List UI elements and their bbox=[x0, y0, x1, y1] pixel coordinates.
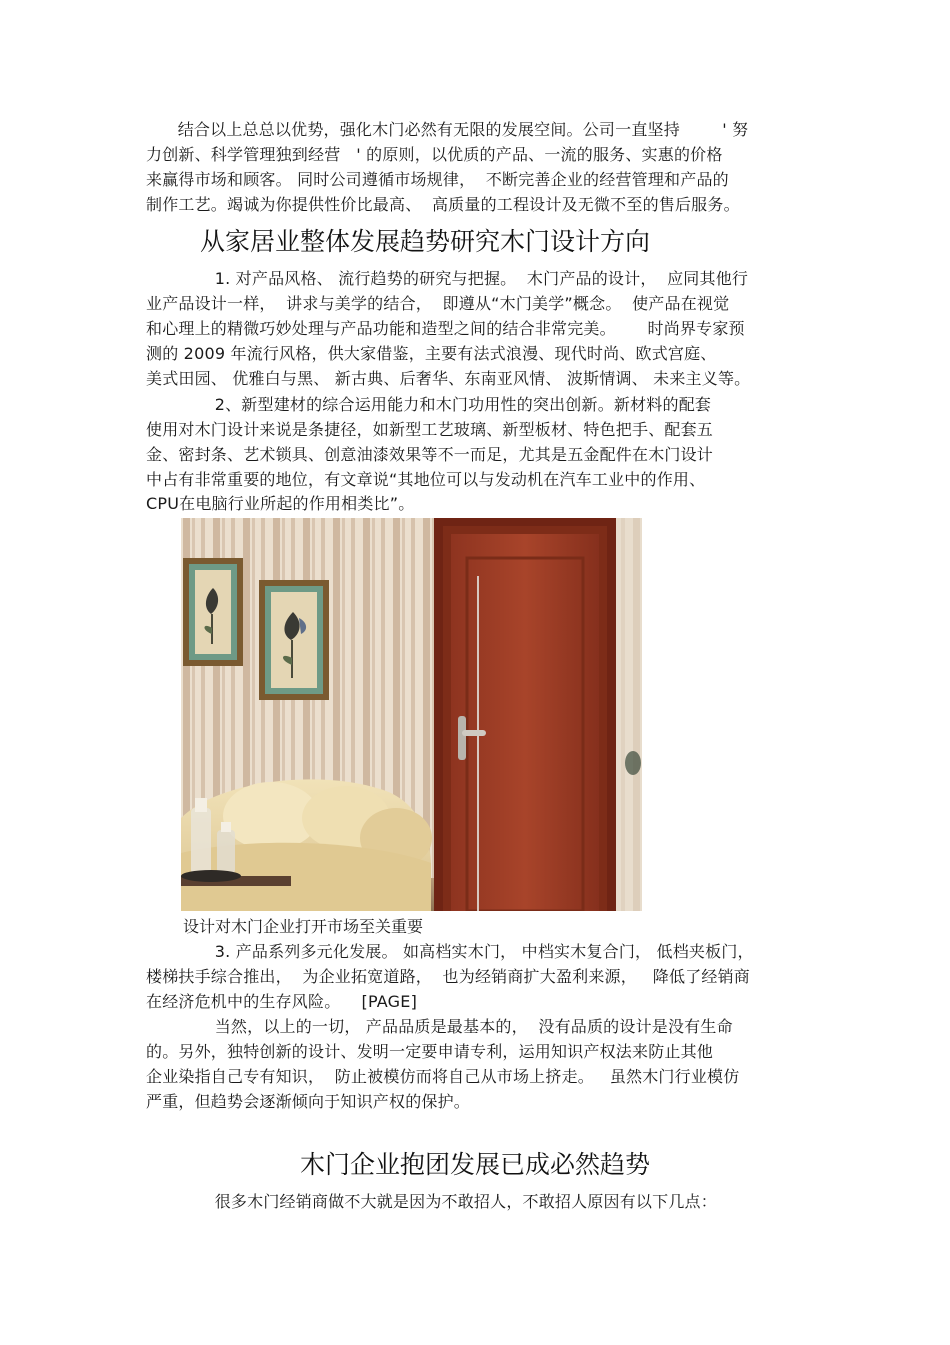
text-line: 测的 2009 年流行风格，供大家借鉴，主要有法式浪漫、现代时尚、欧式宫庭、 bbox=[146, 344, 717, 363]
text-line: 当然，以上的一切， 产品品质是最基本的， 没有品质的设计是没有生命 bbox=[146, 1017, 733, 1036]
text-line: 3. 产品系列多元化发展。 如高档实木门， 中档实木复合门， 低档夹板门， bbox=[146, 942, 754, 961]
picture-frame bbox=[183, 558, 243, 666]
text-line: 楼梯扶手综合推出， 为企业拓宽道路， 也为经销商扩大盈利来源， 降低了经销商 bbox=[146, 967, 751, 986]
picture-frame bbox=[259, 580, 329, 700]
text-line: 很多木门经销商做不大就是因为不敢招人，不敢招人原因有以下几点： bbox=[146, 1192, 717, 1211]
text-line: 在经济危机中的生存风险。 [PAGE] bbox=[146, 992, 418, 1011]
image-caption: 设计对木门企业打开市场至关重要 bbox=[183, 917, 424, 936]
section-heading-design-direction: 从家居业整体发展趋势研究木门设计方向 bbox=[200, 227, 651, 256]
text-line: 制作工艺。竭诚为你提供性价比最高、 高质量的工程设计及无微不至的售后服务。 bbox=[146, 195, 740, 214]
text-line: 2、新型建材的综合运用能力和木门功用性的突出创新。新材料的配套 bbox=[146, 395, 712, 414]
text-line: 严重，但趋势会逐渐倾向于知识产权的保护。 bbox=[146, 1092, 471, 1111]
text-line: 的。另外，独特创新的设计、发明一定要申请专利，运用知识产权法来防止其他 bbox=[146, 1042, 714, 1061]
door-room-photo bbox=[181, 518, 642, 911]
text-line: 业产品设计一样， 讲求与美学的结合， 即遵从“木门美学”概念。 使产品在视觉 bbox=[146, 294, 730, 313]
text-line: 和心理上的精微巧妙处理与产品功能和造型之间的结合非常完美。 时尚界专家预 bbox=[146, 319, 745, 338]
section-heading-group-development: 木门企业抱团发展已成必然趋势 bbox=[300, 1150, 651, 1179]
text-line: CPU在电脑行业所起的作用相类比”。 bbox=[146, 494, 415, 513]
text-line: 1. 对产品风格、 流行趋势的研究与把握。 木门产品的设计， 应同其他行 bbox=[146, 269, 749, 288]
text-line: 中占有非常重要的地位，有文章说“其地位可以与发动机在汽车工业中的作用、 bbox=[146, 470, 706, 489]
text-line: 金、密封条、艺术锁具、创意油漆效果等不一而足，尤其是五金配件在木门设计 bbox=[146, 445, 714, 464]
text-line: 结合以上总总以优势，强化木门必然有无限的发展空间。公司一直坚持 ' 努 bbox=[146, 120, 749, 139]
text-line: 使用对木门设计来说是条捷径，如新型工艺玻璃、新型板材、特色把手、配套五 bbox=[146, 420, 714, 439]
text-line: 美式田园、 优雅白与黑、 新古典、后奢华、东南亚风情、 波斯情调、 未来主义等。 bbox=[146, 369, 751, 388]
text-line: 力创新、科学管理独到经营 ' 的原则，以优质的产品、一流的服务、实惠的价格 bbox=[146, 145, 723, 164]
text-line: 企业染指自己专有知识， 防止被模仿而将自己从市场上挤走。 虽然木门行业模仿 bbox=[146, 1067, 740, 1086]
wooden-door bbox=[434, 518, 616, 911]
text-line: 来赢得市场和顾客。 同时公司遵循市场规律， 不断完善企业的经营管理和产品的 bbox=[146, 170, 729, 189]
